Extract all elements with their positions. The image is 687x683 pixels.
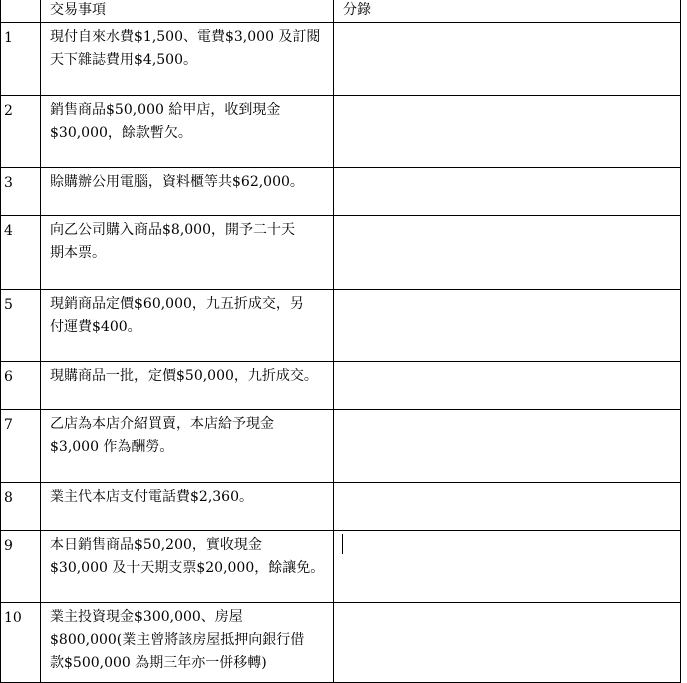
journal-entry-cell[interactable] <box>334 410 681 483</box>
row-number: 8 <box>1 483 41 531</box>
table-row <box>1 410 681 483</box>
transaction-text: 現付自來水費$1,500、電費$3,000 及訂閱 <box>50 29 321 45</box>
journal-entry-cell[interactable] <box>334 23 681 96</box>
transaction-text: $3,000 作為酬勞。 <box>50 439 174 455</box>
header-row <box>1 0 681 23</box>
transaction-text: 天下雜誌費用$4,500。 <box>50 52 197 68</box>
transaction-text: 期本票。 <box>50 245 106 261</box>
transaction-text: 現銷商品定價$60,000，九五折成交，另 <box>50 296 304 312</box>
transaction-text: 現購商品一批，定價$50,000，九折成交。 <box>50 368 318 384</box>
row-number: 4 <box>1 216 41 290</box>
table-row <box>1 96 681 168</box>
transaction-cell[interactable] <box>41 483 334 531</box>
text-cursor <box>342 534 343 554</box>
table-row <box>1 531 681 603</box>
transaction-text: 賒購辦公用電腦，資料櫃等共$62,000。 <box>50 174 304 190</box>
transaction-text: $800,000(業主曾將該房屋抵押向銀行借 <box>50 632 305 648</box>
journal-entry-cell[interactable] <box>334 483 681 531</box>
transaction-text: $30,000，餘款暫欠。 <box>50 125 192 141</box>
journal-entry-cell[interactable] <box>334 290 681 362</box>
journal-entry-cell[interactable] <box>334 603 681 683</box>
table-row <box>1 168 681 216</box>
transaction-cell[interactable] <box>41 96 334 168</box>
transaction-text: 業主投資現金$300,000、房屋 <box>50 609 243 625</box>
table-row <box>1 483 681 531</box>
transaction-cell[interactable] <box>41 216 334 290</box>
row-number: 1 <box>1 23 41 96</box>
journal-entry-cell[interactable] <box>334 96 681 168</box>
transaction-text: 本日銷售商品$50,200，實收現金 <box>50 537 262 553</box>
row-number: 2 <box>1 96 41 168</box>
header-number-cell <box>1 0 41 23</box>
header-transaction: 交易事項 <box>41 0 334 23</box>
transaction-text: 款$500,000 為期三年亦一併移轉) <box>50 655 267 671</box>
transaction-cell[interactable] <box>41 603 334 683</box>
transaction-cell[interactable] <box>41 362 334 410</box>
journal-entry-cell[interactable] <box>334 168 681 216</box>
transaction-text: 付運費$400。 <box>50 319 142 335</box>
row-number: 7 <box>1 410 41 483</box>
row-number: 6 <box>1 362 41 410</box>
journal-entry-cell[interactable] <box>334 362 681 410</box>
row-number: 3 <box>1 168 41 216</box>
transaction-text: 乙店為本店介紹買賣，本店給予現金 <box>50 416 274 432</box>
table-row <box>1 290 681 362</box>
table-row <box>1 216 681 290</box>
transaction-cell[interactable] <box>41 410 334 483</box>
row-number: 10 <box>1 603 41 683</box>
table-row <box>1 362 681 410</box>
transaction-text: 銷售商品$50,000 給甲店，收到現金 <box>50 102 281 118</box>
transaction-cell[interactable] <box>41 168 334 216</box>
journal-entry-cell[interactable] <box>334 531 681 603</box>
transaction-cell[interactable] <box>41 531 334 603</box>
transaction-cell[interactable] <box>41 290 334 362</box>
table-row <box>1 603 681 683</box>
row-number: 5 <box>1 290 41 362</box>
transaction-text: 業主代本店支付電話費$2,360。 <box>50 489 253 505</box>
row-number: 9 <box>1 531 41 603</box>
header-journal-entry: 分錄 <box>334 0 681 23</box>
transaction-text: $30,000 及十天期支票$20,000，餘讓免。 <box>50 560 325 576</box>
table-row <box>1 23 681 96</box>
journal-entry-cell[interactable] <box>334 216 681 290</box>
transaction-cell[interactable] <box>41 23 334 96</box>
transaction-text: 向乙公司購入商品$8,000，開予二十天 <box>50 222 295 238</box>
